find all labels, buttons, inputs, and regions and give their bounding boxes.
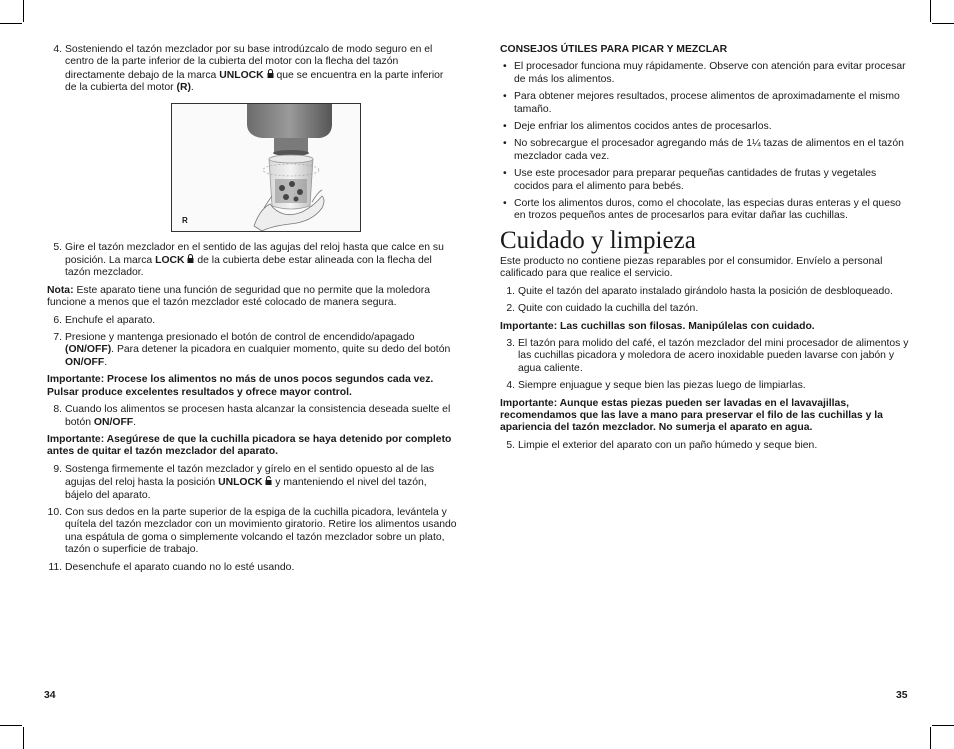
step-5: 5. Gire el tazón mezclador en el sentido de las agujas del reloj hasta que calce en su posición. La marca LOCK de la cubierta debe estar alineada con la flecha del tazón mezclador. <box>53 241 444 279</box>
tip-item: • Corte los alimentos duros, como el chocolate, las especias duras enteras y el queso en trozos pequeños antes de procesarlos para evitar dañar las cuchillas. <box>503 198 901 222</box>
crop-mark <box>0 23 22 24</box>
important-note-2: Importante: Asegúrese de que la cuchilla picadora se haya detenido por completo antes de quitar el tazón mezclador del aparato. <box>47 433 452 458</box>
bullet-icon: • <box>503 61 507 73</box>
tip-item: • Deje enfriar los alimentos cocidos antes de procesarlos. <box>503 121 772 133</box>
step-11: 11. Desenchufe el aparato cuando no lo esté usando. <box>48 561 295 573</box>
bullet-icon: • <box>503 198 507 210</box>
care-step-4: 4. Siempre enjuague y seque bien las piezas luego de limpiarlas. <box>506 380 806 392</box>
step-4: 4. Sosteniendo el tazón mezclador por su base introdúzcalo de modo seguro en el centro de la parte inferior de la cubierta del motor con la flecha del tazón directamente debajo de la marca UNLOCK que se encuentra en la parte inferior de la cubierta del motor (R). <box>53 44 444 94</box>
bullet-icon: • <box>503 168 507 180</box>
step-10: 10. Con sus dedos en la parte superior de la espiga de la cuchilla picadora, levántela y quítela del tazón mezclador con un movimiento giratorio. Retire los alimentos usando una espátula de goma o simplemente volcando el tazón mezclador sobre un plato, tazón o superficie de trabajo. <box>47 506 457 556</box>
bullet-icon: • <box>503 121 507 133</box>
bullet-icon: • <box>503 138 507 150</box>
care-heading: Cuidado y limpieza <box>500 226 696 254</box>
crop-mark <box>23 0 24 22</box>
care-step-3: 3. El tazón para molido del café, el tazón mezclador del mini procesador de alimentos y las cuchillas picadora y moledora de acero inoxidable pueden lavarse con jabón y agua caliente. <box>506 337 909 374</box>
care-intro: Este producto no contiene piezas reparables por el consumidor. Envíelo a personal calificado para que realice el servicio. <box>500 255 883 280</box>
important-note-1: Importante: Procese los alimentos no más de unos pocos segundos cada vez. Pulsar produce excelentes resultados y ofrece mayor control. <box>47 374 434 398</box>
crop-mark <box>23 727 24 749</box>
left-column <box>47 44 457 579</box>
figure-r-illustration <box>171 103 361 232</box>
tip-item: • Para obtener mejores resultados, procese alimentos de aproximadamente el mismo tamaño. <box>503 91 900 115</box>
crop-mark <box>930 727 931 749</box>
tip-item: • No sobrecargue el procesador agregando más de 1¼ tazas de alimentos en el tazón mezclador cada vez. <box>503 138 904 162</box>
crop-mark <box>0 725 22 726</box>
tips-heading: CONSEJOS ÚTILES PARA PICAR Y MEZCLAR <box>500 44 728 55</box>
tip-item: • El procesador funciona muy rápidamente. Observe con atención para evitar procesar de más los alimentos. <box>503 61 906 85</box>
bullet-icon: • <box>503 91 507 103</box>
page-number-right: 35 <box>896 690 908 701</box>
crop-mark <box>932 725 954 726</box>
note: Nota: Este aparato tiene una función de seguridad que no permite que la moledora funcione a menos que el tazón mezclador esté colocado de manera segura. <box>47 284 430 309</box>
tip-item: • Use este procesador para preparar pequeñas cantidades de frutas y vegetales cocidos para el alimento para bebés. <box>503 168 877 192</box>
care-step-5: 5. Limpie el exterior del aparato con un paño húmedo y seque bien. <box>506 439 818 451</box>
care-step-1: 1. Quite el tazón del aparato instalado girándolo hasta la posición de desbloqueado. <box>506 285 893 297</box>
important-note-4: Importante: Aunque estas piezas pueden ser lavadas en el lavavajillas, recomendamos que las lave a mano para preservar el filo de las cuchillas y la apariencia del tazón mezclador. No sumerja el aparato en agua. <box>500 397 883 434</box>
step-9: 9. Sostenga firmemente el tazón mezclador y gírelo en el sentido opuesto al de las agujas del reloj hasta la posición UNLOCK y manteniendo el nivel del tazón, bájelo del aparato. <box>53 463 435 501</box>
right-column <box>500 44 910 457</box>
figure-label: R <box>182 215 188 225</box>
padlock-icon <box>267 69 274 81</box>
step-8: 8. Cuando los alimentos se procesen hasta alcanzar la consistencia deseada suelte el botón ON/OFF. <box>53 404 451 428</box>
page-number-left: 34 <box>44 690 56 701</box>
care-step-2: 2. Quite con cuidado la cuchilla del tazón. <box>506 303 699 315</box>
step-6: 6. Enchufe el aparato. <box>53 314 156 326</box>
step-7: 7. Presione y mantenga presionado el botón de control de encendido/apagado (ON/OFF). Para detener la picadora en cualquier momento, quite su dedo del botón ON/OFF. <box>53 332 451 368</box>
important-note-3: Importante: Las cuchillas son filosas. Manipúlelas con cuidado. <box>500 320 815 332</box>
crop-mark <box>930 0 931 22</box>
crop-mark <box>932 23 954 24</box>
